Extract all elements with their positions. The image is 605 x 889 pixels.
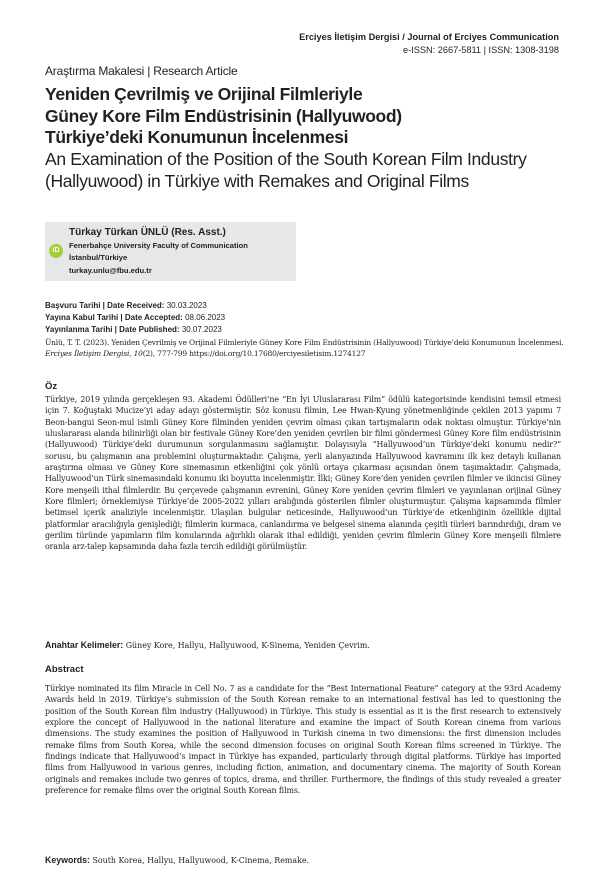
citation: Ünlü, T. T. (2023). Yeniden Çevrilmiş ve Orijinal Filmleriyle Güney Kore Film Endüstrisinin (Hallyuwood) Türkiye’deki Konumunun İncelenmesi. Erciyes İletişim Dergisi, 10(2), 777-799 https://doi.org/10.17680/erciyesiletisim.1274127	[45, 338, 564, 358]
author-name: Türkay Türkan ÜNLÜ (Res. Asst.)	[69, 227, 226, 238]
title-tr-line: Türkiye’deki Konumunun İncelenmesi	[45, 127, 349, 148]
abstract-tr-text: Türkiye, 2019 yılında gerçekleşen 93. Akademi Ödülleri’ne “En İyi Uluslararası Film” ödülü kategorisinde kendisini temsil etmesi için 7. Koğuştaki Mucize’yi aday adayı göstermiştir. Söz konusu filmin, Lee Hwan-Kyung yönetmenliğinde çekilen 2013 yapımı 7 Beon-bangui Seon-mul isimli Güney Kore filminden yeniden çevrim olması çıkan tartışmaların odak noktası olmuştur. Türkiye’nin uluslararası alanda bilinirliği olan bir festivale Güney Kore’den yeniden çevrilen bir filmi göndermesi Güney Kore film endüstrisinin (Hallyuwood) Türkiye’deki durumunun sorgulanmasını sağlamıştır. Dolayısıyla “Hallyuwood’un Türkiye’deki konumu nedir?” sorusu, bu çalışmanın ana problemini oluşturmaktadır. Çalışma, yerli alanyazında Hallyuwood kavramını ilk kez detaylı kullanan araştırma olması ve Güney Kore sinemasının etkenliğini çok yönlü ortaya çıkarması açısından önem taşımaktadır. Çalışmada, Hallyuwood’un Türk sinemasındaki konumu iki boyutta incelenmiştir. İlki; Güney Kore’den yeniden çevrilen filmler ve ikincisi Güney Kore menşeili ithal filmlerdir. Bu çerçevede çalışmanın evrenini, Güney Kore yeniden çevrim filmleri ve yayınlanan orijinal Güney Kore filmleri; örneklemiyse Türkiye’de 2005-2022 yılları aralığında gösterilen filmler oluşturmuştur. Çalışma kapsamında filmler betimsel içerik analiziyle incelenmiştir. Ulaşılan bulgular neticesinde, Hallyuwood’un Türkiye’de etkenliğinin özellikle dijital platformlar aracılığıyla genişlediği; filmlerin kurmaca, canlandırma ve belgesel sinema alanında çeşitli türleri barındırdığı, dram ve gerilim türünde yapımların film konularında ağırlıklı olarak ithal edildiği, yeniden çevrim filmlerin Güney Kore menşeili filmlere oranla arz-talep kapsamında daha fazla tercih edildiği görülmüştür.	[45, 395, 561, 552]
title-tr-line: Güney Kore Film Endüstrisinin (Hallyuwood)	[45, 105, 402, 126]
orcid-icon[interactable]: iD	[49, 244, 63, 258]
date-received: Başvuru Tarihi | Date Received: 30.03.2023	[45, 301, 207, 310]
abstract-en-text: Türkiye nominated its film Miracle in Cell No. 7 as a candidate for the “Best International Feature” category at the 93rd Academy Awards held in 2019. Türkiye’s submission of the South Korean remake to an international festival has led to questioning the position of the South Korean film industry (Hallyuwood) in Türkiye. This study is essential as it is the first research to extensively explore the concept of Hallyuwood in the national literature and examine the impact of South Korean cinema from various dimensions. The study examines the position of Hallyuwood in Turkish cinema in two dimensions: the first dimension includes remake films from South Korea, while the second dimension focuses on original South Korean films screened in Türkiye. The findings indicate that Hallyuwood’s impact in Türkiye has expanded, particularly through digital platforms. Türkiye has imported films from Hallyuwood in various genres, including fiction, animation, and documentary cinema. The majority of South Korean originals and remakes include two genres of topics, drama, and thriller. Furthermore, the findings of this study revealed a greater preference for remake films over the original South Korean films.	[45, 684, 561, 796]
title-en-line: (Hallyuwood) in Türkiye with Remakes and Original Films	[45, 170, 469, 191]
author-email[interactable]: turkay.unlu@fbu.edu.tr	[69, 266, 152, 275]
date-accepted: Yayına Kabul Tarihi | Date Accepted: 08.06.2023	[45, 313, 226, 322]
article-type: Araştırma Makalesi | Research Article	[45, 64, 238, 78]
abstract-en-heading: Abstract	[45, 664, 84, 675]
keywords-en: Keywords: South Korea, Hallyu, Hallyuwood, K-Cinema, Remake.	[45, 855, 310, 865]
article-title	[45, 84, 565, 193]
date-published: Yayınlanma Tarihi | Date Published: 30.07.2023	[45, 325, 222, 334]
keywords-tr: Anahtar Kelimeler: Güney Kore, Hallyu, Hallyuwood, K-Sinema, Yeniden Çevrim.	[45, 640, 370, 650]
journal-header	[299, 31, 559, 57]
author-affiliation: Fenerbahçe University Faculty of Communication	[69, 241, 248, 250]
article-dates	[45, 300, 225, 336]
author-location: İstanbul/Türkiye	[69, 253, 128, 262]
journal-name: Erciyes İletişim Dergisi / Journal of Erciyes Communication	[299, 32, 559, 42]
author-box	[45, 222, 296, 281]
title-tr-line: Yeniden Çevrilmiş ve Orijinal Filmleriyle	[45, 84, 363, 104]
journal-issn: e-ISSN: 2667-5811 | ISSN: 1308-3198	[403, 45, 559, 55]
abstract-tr-heading: Öz	[45, 381, 58, 392]
title-en-line: An Examination of the Position of the South Korean Film Industry	[45, 149, 527, 170]
